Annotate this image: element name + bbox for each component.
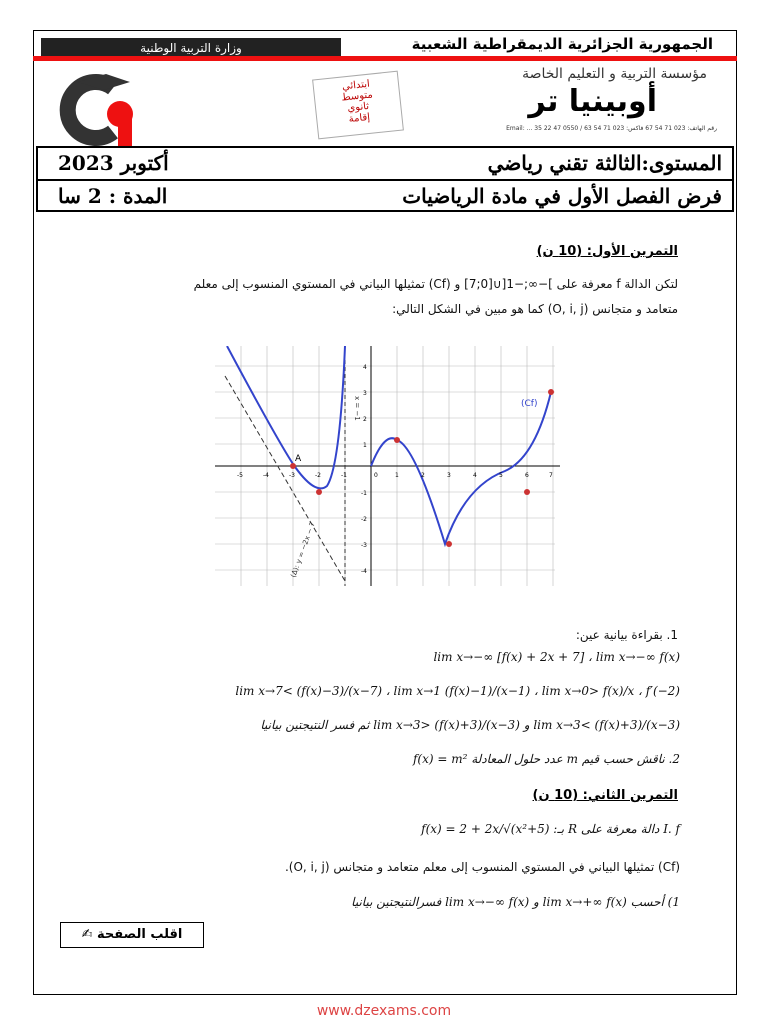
badge-primary: ابتدائي (341, 78, 371, 93)
y-tick: 4 (363, 364, 367, 371)
exercise2-curve: (Cf) تمثيلها البياني في المستوي المنسوب إلى معلم متعامد و متجانس (O, i, j). (284, 860, 680, 874)
brand-name: أوبينيا تر (528, 84, 657, 119)
exam-info-box (36, 146, 734, 212)
logo-icon (58, 70, 138, 150)
asymptote-label: (Δ): y = −2x − 7 (289, 520, 317, 579)
exercise2-title: التمرين الثاني: (10 ن) (532, 788, 678, 803)
turn-page-box: اقلب الصفحة ✍ (60, 922, 204, 948)
y-tick: 1 (363, 442, 367, 449)
y-tick: -2 (361, 516, 367, 523)
y-tick: -3 (361, 542, 367, 549)
y-tick: -1 (361, 490, 367, 497)
badge-boarding: إقامة (348, 111, 371, 126)
x-tick: -5 (237, 472, 243, 479)
exam-title: فرض الفصل الأول في مادة الرياضيات (402, 184, 722, 208)
info-row-exam (38, 181, 732, 212)
exercise2-definition: I. f دالة معرفة على R بـ: f(x) = 2 + 2x/√(x²+5) (421, 822, 680, 836)
y-tick: -4 (361, 568, 367, 575)
point-max (394, 437, 400, 443)
curve-left-branch (227, 346, 345, 488)
point-cusp (446, 541, 452, 547)
curve-label: (Cf) (521, 399, 538, 409)
level-text: المستوى:الثالثة تقني رياضي (487, 151, 722, 175)
point-min-left (316, 489, 322, 495)
red-divider (33, 56, 737, 61)
x-tick: 0 (374, 472, 378, 479)
question1b: lim x→7< (f(x)−3)/(x−7) ، lim x→1 (f(x)−1)/(x−1) ، lim x→0> f(x)/x ، f′(−2) (235, 684, 680, 698)
contact-line: Email: ... رقم الهاتف: 023 71 54 67 فاكس: 023 71 54 63 / 0550 47 22 35 (506, 125, 717, 132)
y-tick: 2 (363, 416, 367, 423)
republic-title: الجمهورية الجزائرية الديمقراطية الشعبية (411, 35, 713, 53)
institution-name: مؤسسة التربية و التعليم الخاصة (522, 66, 707, 82)
x-tick: 6 (525, 472, 529, 479)
question1a: lim x→−∞ [f(x) + 2x + 7] ، lim x→−∞ f(x) (433, 650, 680, 664)
ministry-banner: وزارة التربية الوطنية (41, 38, 341, 58)
x-tick: -2 (315, 472, 321, 479)
vertical-label: x = −1 (353, 396, 361, 421)
point-right (524, 489, 530, 495)
exercise1-intro1: لتكن الدالة f معرفة على ]−∞;−1[∪[0;7] و (Cf) تمثيلها البياني في المستوي المنسوب إلى معلم (193, 277, 678, 291)
x-tick: -4 (263, 472, 269, 479)
x-tick: -3 (289, 472, 295, 479)
badge-secondary: ثانوي (346, 100, 370, 115)
curve-right-branch (371, 392, 551, 544)
oblique-asymptote (225, 376, 345, 581)
question1c: lim x→3< (f(x)+3)/(x−3) و lim x→3> (f(x)+3)/(x−3) ثم فسر النتيجتين بيانيا (260, 718, 680, 732)
point-a-label: A (295, 454, 302, 464)
function-graph (215, 346, 563, 586)
question2: 2. ناقش حسب قيم m عدد حلول المعادلة f(x) = m² (412, 752, 680, 766)
x-tick: -1 (341, 472, 347, 479)
x-tick: 1 (395, 472, 399, 479)
x-tick: 5 (499, 472, 503, 479)
x-tick: 3 (447, 472, 451, 479)
footer-link[interactable]: www.dzexams.com (316, 1003, 452, 1019)
x-tick: 7 (549, 472, 553, 479)
duration-text: المدة : 2 سا (58, 184, 168, 208)
y-tick: 3 (363, 390, 367, 397)
header (33, 30, 737, 140)
level-badge (312, 71, 404, 140)
date-text: أكتوبر 2023 (58, 151, 169, 175)
info-row-level (38, 148, 732, 181)
exercise2-question1: 1) أحسب lim x→+∞ f(x) و lim x→−∞ f(x) فسرالنتيجتين بيانيا (351, 895, 680, 909)
question1: 1. بقراءة بيانية عين: (575, 628, 678, 642)
badge-middle: متوسط (340, 89, 374, 104)
x-tick: 4 (473, 472, 477, 479)
exercise1-title: التمرين الأول: (10 ن) (536, 244, 678, 259)
exercise1-intro2: متعامد و متجانس (O, i, j) كما هو مبين في الشكل التالي: (392, 302, 678, 316)
point-end (548, 389, 554, 395)
x-tick: 2 (421, 472, 425, 479)
